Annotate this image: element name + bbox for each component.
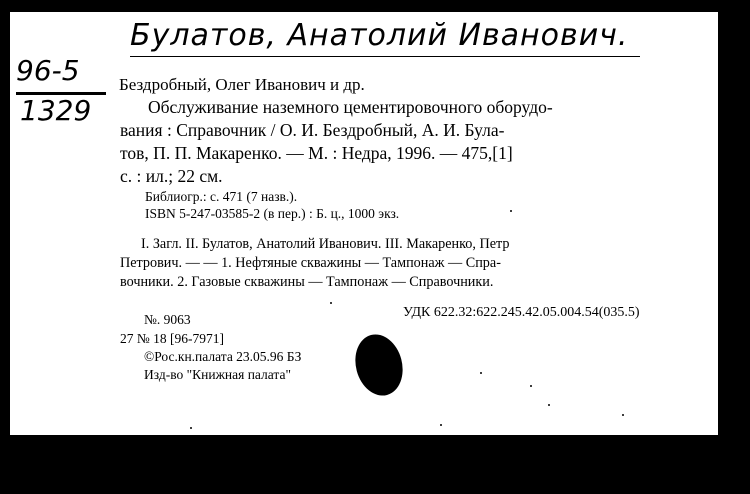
title-line-1: Обслуживание наземного цементировочного оборудо- (148, 97, 553, 117)
speck (480, 372, 482, 374)
publisher-line: Изд-во "Книжная палата" (144, 367, 291, 382)
ink-blot (349, 329, 409, 401)
copyright-line: ©Рос.кн.палата 23.05.96 БЗ (144, 349, 302, 364)
speck (330, 302, 332, 304)
speck (510, 210, 512, 212)
speck (548, 404, 550, 406)
udk-code: УДК 622.32:622.245.42.05.004.54(035.5) (403, 305, 640, 320)
title-line-3: тов, П. П. Макаренко. — М. : Недра, 1996. — 475,[1] (120, 143, 513, 163)
speck (622, 414, 624, 416)
card-number: №. 9063 (144, 312, 191, 327)
handwritten-shelf-top: 96-5 (16, 54, 80, 87)
subject-line-1: I. Загл. II. Булатов, Анатолий Иванович. III. Макаренко, Петр (141, 236, 510, 252)
speck (190, 427, 192, 429)
handwritten-name: Булатов, Анатолий Иванович. (130, 18, 629, 53)
subject-line-2: Петрович. — — 1. Нефтяные скважины — Тампонаж — Спра- (120, 255, 501, 271)
handwritten-shelf-bottom: 1329 (20, 94, 92, 127)
title-line-2: вания : Справочник / О. И. Бездробный, А. И. Була- (120, 120, 505, 140)
title-line-4: с. : ил.; 22 см. (120, 166, 223, 186)
isbn-line: ISBN 5-247-03585-2 (в пер.) : Б. ц., 1000 экз. (145, 206, 400, 221)
card-bottom-shadow (10, 435, 718, 452)
record-number: 27 № 18 [96-7971] (120, 331, 224, 346)
catalog-card (10, 12, 718, 452)
speck (530, 385, 532, 387)
author-heading: Бездробный, Олег Иванович и др. (119, 75, 365, 94)
subject-line-3: вочники. 2. Газовые скважины — Тампонаж — Справочники. (120, 274, 494, 290)
bibliography-note: Библиогр.: с. 471 (7 назв.). (145, 189, 298, 204)
handwritten-name-underline (130, 56, 640, 57)
speck (440, 424, 442, 426)
